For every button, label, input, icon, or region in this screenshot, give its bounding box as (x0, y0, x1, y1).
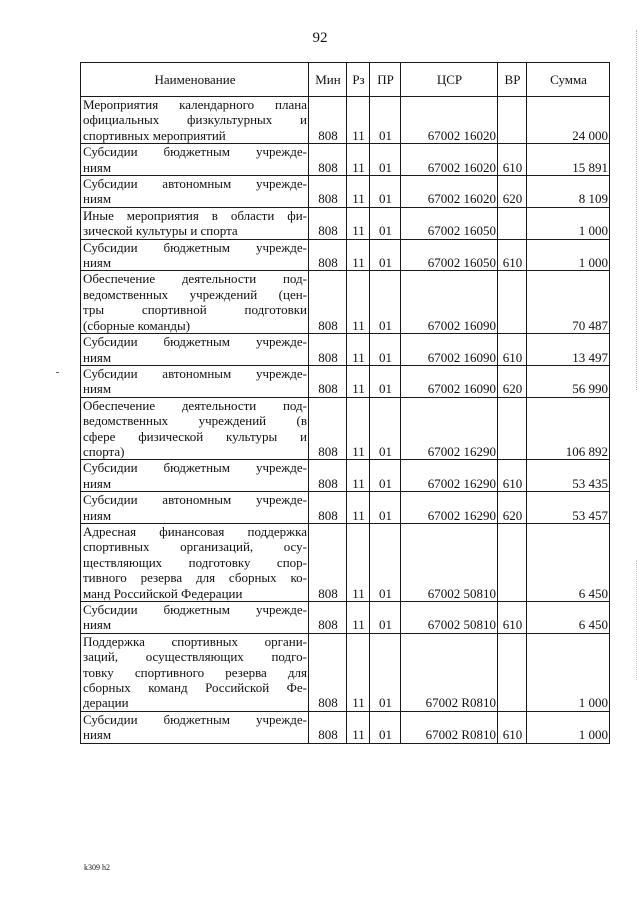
name-line: ведомственных учреждений (в (83, 413, 307, 429)
cell-sum: 70 487 (527, 271, 610, 334)
cell-rz: 11 (347, 523, 370, 601)
cell-name (81, 207, 309, 239)
cell-csr: 67002 16290 (401, 460, 498, 492)
cell-pr: 01 (370, 97, 401, 144)
name-line: спортивных организаций, осу- (83, 539, 307, 555)
name-line: Субсидии бюджетным учрежде- (83, 144, 307, 160)
cell-rz: 11 (347, 492, 370, 524)
cell-sum: 15 891 (527, 144, 610, 176)
cell-sum: 53 457 (527, 492, 610, 524)
cell-sum: 24 000 (527, 97, 610, 144)
name-line: Субсидии бюджетным учрежде- (83, 334, 307, 350)
cell-csr: 67002 16290 (401, 492, 498, 524)
cell-vr: 610 (498, 334, 527, 366)
cell-min: 808 (309, 602, 347, 634)
cell-name (81, 144, 309, 176)
cell-vr (498, 397, 527, 460)
cell-min: 808 (309, 334, 347, 366)
name-line: манд Российской Федерации (83, 585, 243, 601)
cell-vr: 620 (498, 492, 527, 524)
cell-sum: 53 435 (527, 460, 610, 492)
cell-min: 808 (309, 711, 347, 743)
cell-pr: 01 (370, 711, 401, 743)
cell-rz: 11 (347, 144, 370, 176)
cell-csr: 67002 16050 (401, 239, 498, 271)
cell-min: 808 (309, 176, 347, 208)
header-pr: ПР (370, 63, 401, 97)
cell-min: 808 (309, 492, 347, 524)
cell-pr: 01 (370, 271, 401, 334)
name-line: товку спортивного резерва для (83, 664, 307, 680)
table-row (81, 602, 610, 634)
table-body (81, 97, 610, 744)
cell-rz: 11 (347, 239, 370, 271)
page-number: 92 (312, 30, 328, 46)
cell-csr: 67002 R0810 (401, 633, 498, 711)
table-row (81, 492, 610, 524)
name-line: (сборные команды) (83, 317, 191, 333)
cell-sum: 106 892 (527, 397, 610, 460)
cell-csr: 67002 50810 (401, 523, 498, 601)
cell-name (81, 271, 309, 334)
cell-csr: 67002 16090 (401, 334, 498, 366)
cell-pr: 01 (370, 397, 401, 460)
cell-csr: 67002 16020 (401, 97, 498, 144)
cell-name (81, 365, 309, 397)
cell-pr: 01 (370, 602, 401, 634)
cell-rz: 11 (347, 633, 370, 711)
cell-vr: 610 (498, 711, 527, 743)
name-line: Субсидии бюджетным учрежде- (83, 239, 307, 255)
cell-sum: 8 109 (527, 176, 610, 208)
cell-vr: 610 (498, 239, 527, 271)
header-sum: Сумма (527, 63, 610, 97)
cell-sum: 1 000 (527, 207, 610, 239)
name-line: Субсидии автономным учрежде- (83, 492, 307, 508)
table-row (81, 633, 610, 711)
budget-table (80, 62, 610, 744)
name-line: ниям (83, 507, 112, 523)
cell-sum: 6 450 (527, 602, 610, 634)
cell-name (81, 633, 309, 711)
cell-pr: 01 (370, 239, 401, 271)
cell-pr: 01 (370, 460, 401, 492)
cell-name (81, 711, 309, 743)
name-line: ниям (83, 349, 112, 365)
cell-min: 808 (309, 365, 347, 397)
cell-pr: 01 (370, 144, 401, 176)
cell-min: 808 (309, 97, 347, 144)
cell-pr: 01 (370, 492, 401, 524)
cell-sum: 1 000 (527, 239, 610, 271)
cell-vr: 620 (498, 176, 527, 208)
name-line: Адресная финансовая поддержка (83, 523, 307, 539)
cell-sum: 1 000 (527, 711, 610, 743)
name-line: Субсидии бюджетным учрежде- (83, 602, 307, 617)
cell-rz: 11 (347, 207, 370, 239)
cell-rz: 11 (347, 334, 370, 366)
table-row (81, 176, 610, 208)
name-line: Поддержка спортивных органи- (83, 633, 307, 649)
cell-sum: 6 450 (527, 523, 610, 601)
cell-csr: 67002 R0810 (401, 711, 498, 743)
cell-min: 808 (309, 523, 347, 601)
header-min: Мин (309, 63, 347, 97)
cell-rz: 11 (347, 271, 370, 334)
name-line: Субсидии бюджетным учрежде- (83, 711, 307, 727)
name-line: ниям (83, 617, 112, 633)
footer-code: k309 h2 (84, 863, 110, 872)
cell-name (81, 602, 309, 634)
cell-vr (498, 97, 527, 144)
table-row (81, 207, 610, 239)
cell-vr: 610 (498, 144, 527, 176)
cell-vr (498, 633, 527, 711)
name-line: ниям (83, 191, 112, 207)
cell-name (81, 334, 309, 366)
name-line: дерации (83, 695, 129, 711)
header-csr: ЦСР (401, 63, 498, 97)
name-line: тивного резерва для сборных ко- (83, 570, 307, 586)
cell-csr: 67002 16090 (401, 365, 498, 397)
table-row (81, 711, 610, 743)
cell-rz: 11 (347, 176, 370, 208)
cell-csr: 67002 16020 (401, 176, 498, 208)
table-row (81, 271, 610, 334)
scan-edge-mark (635, 30, 637, 390)
table-row (81, 397, 610, 460)
cell-rz: 11 (347, 460, 370, 492)
name-line: Иные мероприятия в области фи- (83, 207, 307, 223)
name-line: ниям (83, 255, 112, 271)
table-row (81, 460, 610, 492)
cell-vr: 610 (498, 460, 527, 492)
name-line: зической культуры и спорта (83, 223, 238, 239)
cell-rz: 11 (347, 397, 370, 460)
table-row (81, 144, 610, 176)
header-vr: ВР (498, 63, 527, 97)
cell-rz: 11 (347, 711, 370, 743)
name-line: спорта) (83, 443, 125, 459)
cell-pr: 01 (370, 365, 401, 397)
cell-vr: 610 (498, 602, 527, 634)
name-line: ниям (83, 475, 112, 491)
cell-name (81, 492, 309, 524)
cell-min: 808 (309, 271, 347, 334)
table-row (81, 334, 610, 366)
cell-name (81, 97, 309, 144)
cell-csr: 67002 50810 (401, 602, 498, 634)
cell-min: 808 (309, 633, 347, 711)
name-line: ществляющих подготовку спор- (83, 554, 307, 570)
table-row (81, 239, 610, 271)
cell-sum: 13 497 (527, 334, 610, 366)
name-line: Обеспечение деятельности под- (83, 397, 307, 413)
table-header-row (81, 63, 610, 97)
cell-csr: 67002 16050 (401, 207, 498, 239)
table-row (81, 365, 610, 397)
name-line: сборных команд Российской Фе- (83, 680, 307, 696)
cell-vr (498, 271, 527, 334)
cell-min: 808 (309, 397, 347, 460)
cell-min: 808 (309, 144, 347, 176)
scan-dot-mark (56, 372, 59, 373)
cell-pr: 01 (370, 633, 401, 711)
cell-vr (498, 207, 527, 239)
cell-csr: 67002 16020 (401, 144, 498, 176)
header-name: Наименование (81, 63, 309, 97)
name-line: ниям (83, 159, 112, 175)
name-line: Мероприятия календарного плана (83, 97, 307, 112)
cell-name (81, 397, 309, 460)
name-line: спортивных мероприятий (83, 127, 226, 143)
cell-name (81, 176, 309, 208)
cell-sum: 1 000 (527, 633, 610, 711)
name-line: официальных физкультурных и (83, 112, 307, 128)
table-row (81, 523, 610, 601)
cell-pr: 01 (370, 207, 401, 239)
cell-csr: 67002 16090 (401, 271, 498, 334)
cell-min: 808 (309, 460, 347, 492)
header-rz: Рз (347, 63, 370, 97)
cell-vr: 620 (498, 365, 527, 397)
cell-min: 808 (309, 207, 347, 239)
name-line: сфере физической культуры и (83, 428, 307, 444)
name-line: ниям (83, 381, 112, 397)
name-line: Субсидии бюджетным учрежде- (83, 460, 307, 476)
name-line: тры спортивной подготовки (83, 302, 307, 318)
cell-name (81, 523, 309, 601)
scan-edge-mark (635, 560, 637, 680)
cell-sum: 56 990 (527, 365, 610, 397)
cell-rz: 11 (347, 365, 370, 397)
cell-vr (498, 523, 527, 601)
name-line: ведомственных учреждений (цен- (83, 286, 307, 302)
cell-rz: 11 (347, 97, 370, 144)
table-row (81, 97, 610, 144)
cell-pr: 01 (370, 523, 401, 601)
name-line: Субсидии автономным учрежде- (83, 176, 307, 192)
name-line: Субсидии автономным учрежде- (83, 365, 307, 381)
name-line: заций, осуществляющих подго- (83, 649, 307, 665)
cell-pr: 01 (370, 334, 401, 366)
cell-rz: 11 (347, 602, 370, 634)
cell-csr: 67002 16290 (401, 397, 498, 460)
cell-min: 808 (309, 239, 347, 271)
cell-pr: 01 (370, 176, 401, 208)
cell-name (81, 460, 309, 492)
cell-name (81, 239, 309, 271)
name-line: ниям (83, 727, 112, 743)
name-line: Обеспечение деятельности под- (83, 271, 307, 287)
